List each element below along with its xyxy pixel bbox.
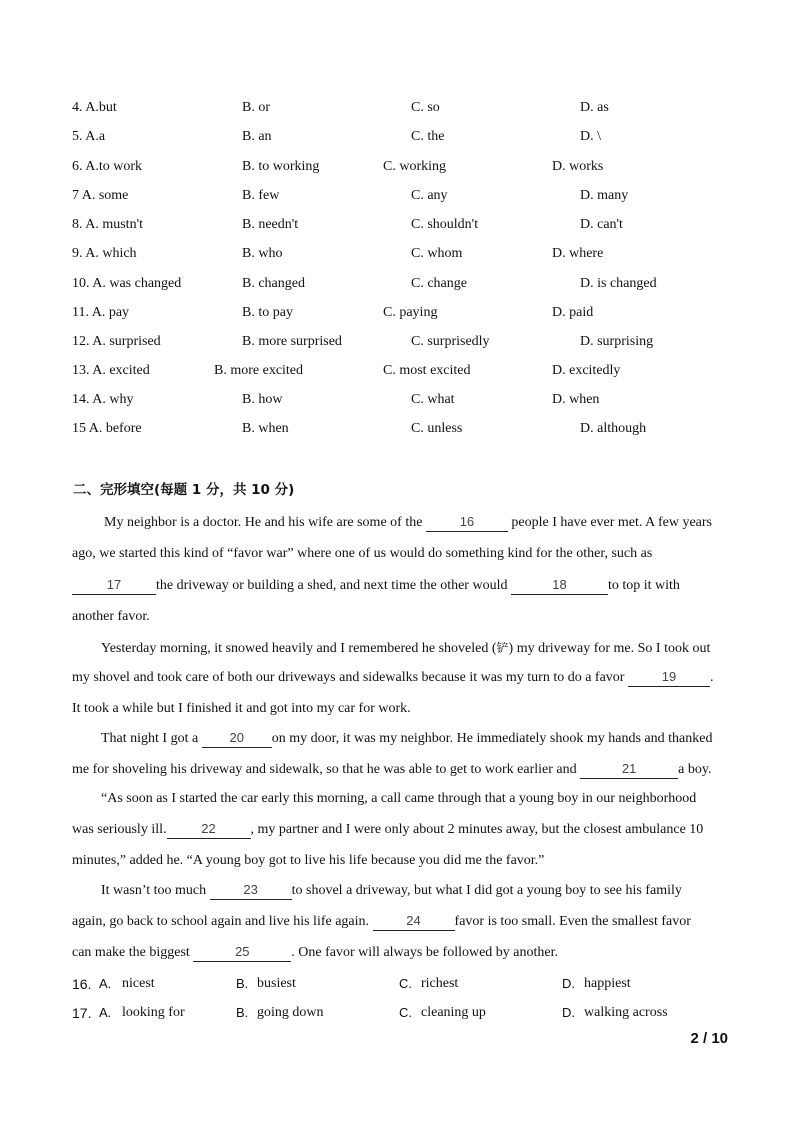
option-a: 6. A.to work <box>72 159 143 174</box>
option-b: B. needn't <box>242 217 299 232</box>
option-b: B. an <box>242 129 272 144</box>
blank-16[interactable]: 16 <box>426 513 508 532</box>
option-a: 9. A. which <box>72 246 137 261</box>
options-row-11 <box>0 302 800 324</box>
options-row-7 <box>0 185 800 207</box>
options-row-4 <box>0 97 800 119</box>
option-letter: C. <box>399 976 412 991</box>
option-d: D. can't <box>580 217 623 232</box>
option-letter: A. <box>99 1005 112 1020</box>
option-letter: C. <box>399 1005 412 1020</box>
options-row-10 <box>0 273 800 295</box>
options-row-5 <box>0 126 800 148</box>
passage-line: “As soon as I started the car early this morning, a call came through that a young boy in our neighborhood <box>101 791 697 806</box>
options-row-13 <box>0 360 800 382</box>
option-c: cleaning up <box>421 1005 486 1020</box>
passage-line: was seriously ill. 22 , my partner and I were only about 2 minutes away, but the closest ambulance 10 <box>72 821 704 837</box>
option-d: D. surprising <box>580 334 654 349</box>
option-a: 13. A. excited <box>72 363 150 378</box>
options-row-17 <box>0 1002 800 1024</box>
option-b: B. to working <box>242 159 320 174</box>
option-d: D. when <box>552 392 600 407</box>
option-c: C. paying <box>383 305 438 320</box>
option-b: B. when <box>242 421 289 436</box>
option-c: C. surprisedly <box>411 334 490 349</box>
blank-19[interactable]: 19 <box>628 668 710 687</box>
options-row-14 <box>0 389 800 411</box>
passage-line: can make the biggest 25 . One favor will always be followed by another. <box>72 944 559 960</box>
option-b: going down <box>257 1005 324 1020</box>
option-b: B. how <box>242 392 283 407</box>
passage-line: minutes,” added he. “A young boy got to live his life because you did me the favor.” <box>72 853 545 868</box>
passage-line: 17 the driveway or building a shed, and next time the other would 18 to top it with <box>72 576 680 596</box>
options-row-16 <box>0 973 800 995</box>
option-c: richest <box>421 976 459 991</box>
option-d: D. many <box>580 188 629 203</box>
question-number: 16. <box>72 976 92 992</box>
passage-line: My neighbor is a doctor. He and his wife are some of the 16 people I have ever met. A few years <box>104 514 713 530</box>
option-c: C. the <box>411 129 445 144</box>
option-d: D. works <box>552 159 604 174</box>
option-d: happiest <box>584 976 631 991</box>
option-b: B. who <box>242 246 283 261</box>
option-d: D. paid <box>552 305 594 320</box>
question-number: 17. <box>72 1005 92 1021</box>
blank-18[interactable]: 18 <box>511 576 608 595</box>
option-letter: B. <box>236 1005 249 1020</box>
option-c: C. change <box>411 276 467 291</box>
blank-20[interactable]: 20 <box>202 729 272 748</box>
blank-25[interactable]: 25 <box>193 943 291 962</box>
option-c: C. most excited <box>383 363 471 378</box>
passage-line: It took a while but I finished it and got into my car for work. <box>72 701 411 716</box>
blank-21[interactable]: 21 <box>580 760 678 779</box>
option-d: D. excitedly <box>552 363 621 378</box>
option-b: B. few <box>242 188 280 203</box>
passage-line: ago, we started this kind of “favor war” where one of us would do something kind for the other, such as <box>72 546 653 561</box>
option-c: C. so <box>411 100 440 115</box>
option-c: C. any <box>411 188 448 203</box>
option-b: B. more surprised <box>242 334 342 349</box>
passage-line: me for shoveling his driveway and sidewalk, so that he was able to get to work earlier and 21 a boy. <box>72 761 712 777</box>
passage-line: It wasn’t too much 23 to shovel a driveway, but what I did got a young boy to see his family <box>101 882 682 898</box>
option-b: B. to pay <box>242 305 293 320</box>
option-b: busiest <box>257 976 296 991</box>
options-row-15 <box>0 418 800 440</box>
option-letter: A. <box>99 976 112 991</box>
option-a: looking for <box>122 1005 185 1020</box>
option-b: B. more excited <box>214 363 304 378</box>
option-c: C. shouldn't <box>411 217 479 232</box>
blank-17[interactable]: 17 <box>72 576 156 595</box>
option-c: C. unless <box>411 421 463 436</box>
option-d: D. as <box>580 100 609 115</box>
option-a: 8. A. mustn't <box>72 217 143 232</box>
blank-23[interactable]: 23 <box>210 881 292 900</box>
option-d: D. although <box>580 421 647 436</box>
options-row-6 <box>0 156 800 178</box>
passage-line: my shovel and took care of both our driveways and sidewalks because it was my turn to do a favor 19 . <box>72 669 714 685</box>
options-row-12 <box>0 331 800 353</box>
option-d: D. \ <box>580 129 601 144</box>
blank-24[interactable]: 24 <box>373 912 455 931</box>
option-a: 4. A.but <box>72 100 117 115</box>
option-a: 10. A. was changed <box>72 276 182 291</box>
option-letter: B. <box>236 976 249 991</box>
option-b: B. changed <box>242 276 305 291</box>
option-letter: D. <box>562 1005 575 1020</box>
option-letter: D. <box>562 976 575 991</box>
options-row-9 <box>0 243 800 265</box>
page-number: 2 / 10 <box>690 1030 728 1047</box>
passage-line: That night I got a 20 on my door, it was my neighbor. He immediately shook my hands and thanked <box>101 730 713 746</box>
option-c: C. working <box>383 159 446 174</box>
option-d: D. where <box>552 246 604 261</box>
option-a: 15 A. before <box>72 421 142 436</box>
passage-line: Yesterday morning, it snowed heavily and I remembered he shoveled (铲) my driveway for me. So I took out <box>101 641 711 656</box>
blank-22[interactable]: 22 <box>167 820 251 839</box>
option-b: B. or <box>242 100 270 115</box>
passage-line: another favor. <box>72 609 150 624</box>
option-a: 11. A. pay <box>72 305 130 320</box>
option-a: 12. A. surprised <box>72 334 161 349</box>
option-d: walking across <box>584 1005 668 1020</box>
option-c: C. what <box>411 392 455 407</box>
option-a: 14. A. why <box>72 392 134 407</box>
section-title: 二、完形填空(每题 1 分，共 10 分) <box>73 482 295 498</box>
passage-line: again, go back to school again and live his life again. 24 favor is too small. Even the smallest favor <box>72 913 691 929</box>
option-d: D. is changed <box>580 276 657 291</box>
option-a: nicest <box>122 976 155 991</box>
option-c: C. whom <box>411 246 463 261</box>
option-a: 5. A.a <box>72 129 106 144</box>
option-a: 7 A. some <box>72 188 129 203</box>
options-row-8 <box>0 214 800 236</box>
chinese-gloss: 铲 <box>496 641 509 655</box>
